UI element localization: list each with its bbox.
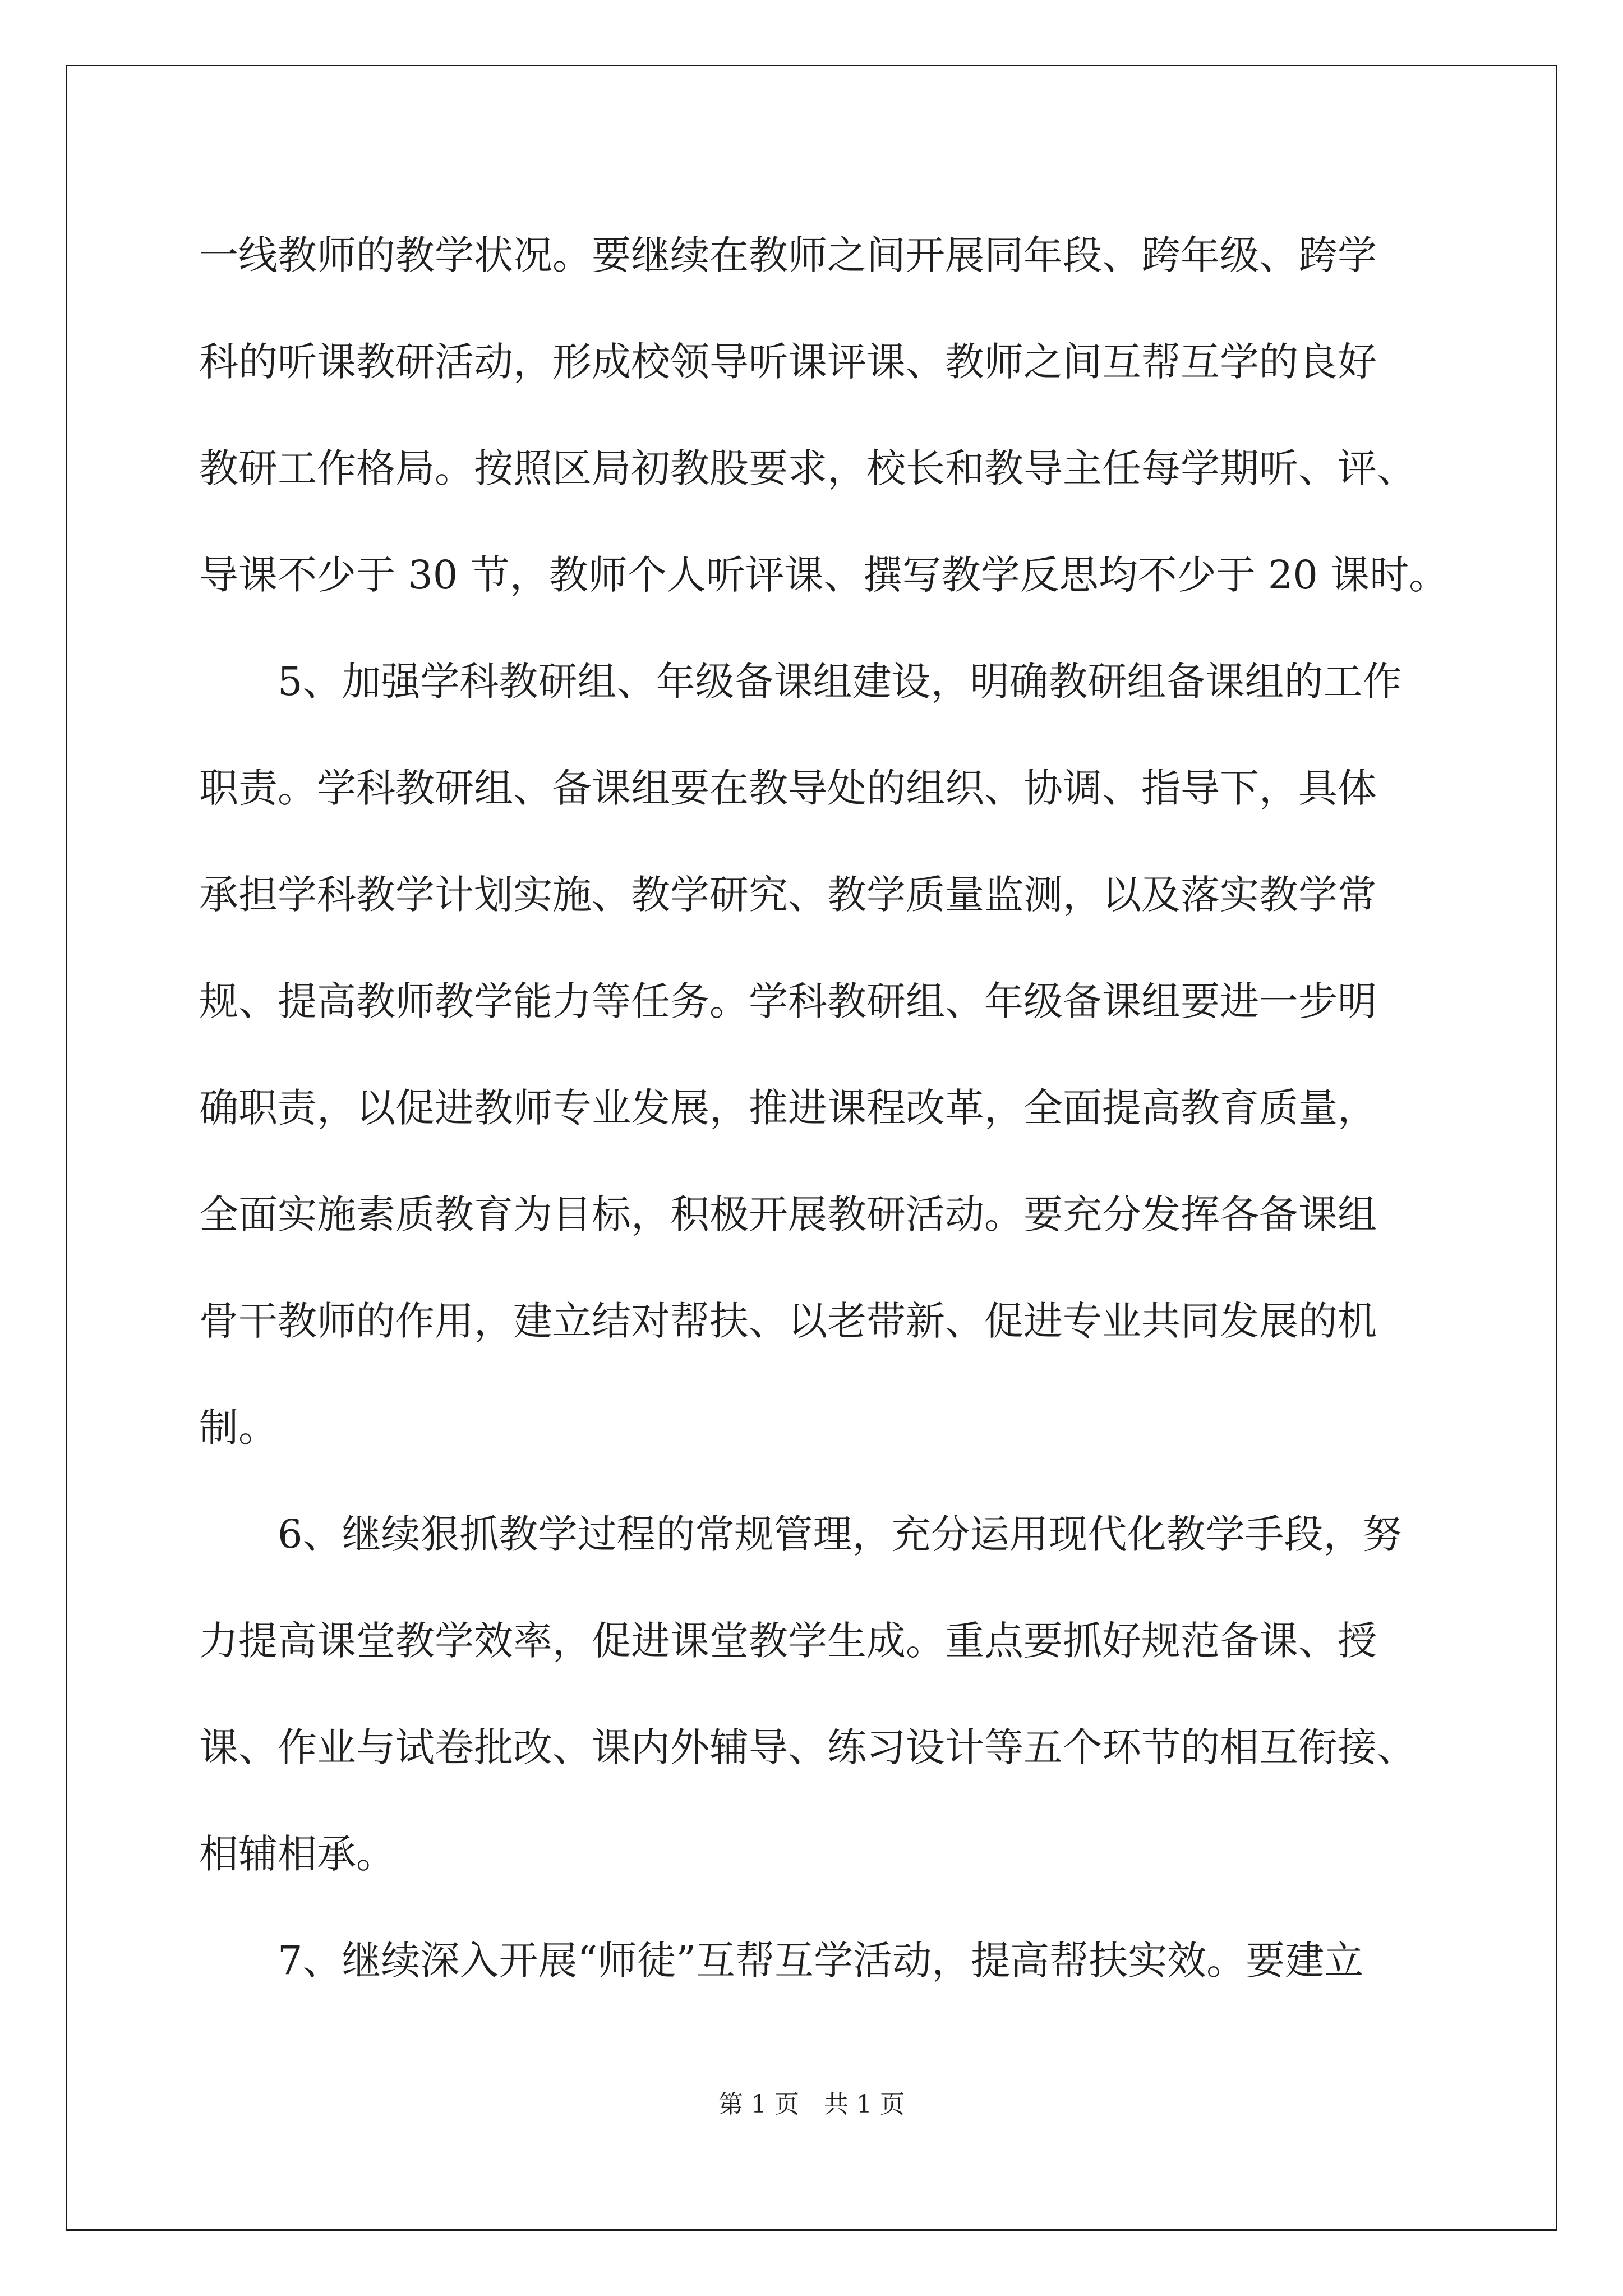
text-line: 骨干教师的作用，建立结对帮扶、以老带新、促进专业共同发展的机 (199, 1298, 1377, 1344)
text-line: 6、继续狠抓教学过程的常规管理，充分运用现代化教学手段，努 (278, 1511, 1402, 1557)
text-line: 力提高课堂教学效率，促进课堂教学生成。重点要抓好规范备课、授 (199, 1618, 1377, 1664)
text-line: 规、提高教师教学能力等任务。学科教研组、年级备课组要进一步明 (199, 978, 1377, 1024)
text-line: 制。 (199, 1405, 278, 1451)
text-line: 确职责，以促进教师专业发展，推进课程改革，全面提高教育质量， (199, 1085, 1377, 1131)
text-line: 全面实施素质教育为目标，积极开展教研活动。要充分发挥各备课组 (199, 1191, 1377, 1237)
page-footer: 第 1 页 共 1 页 (718, 2090, 905, 2119)
text-line: 科的听课教研活动，形成校领导听课评课、教师之间互帮互学的良好 (199, 339, 1377, 385)
text-line: 职责。学科教研组、备课组要在教导处的组织、协调、指导下，具体 (199, 765, 1377, 811)
text-line: 7、继续深入开展“师徒”互帮互学活动，提高帮扶实效。要建立 (278, 1938, 1364, 1984)
text-line: 相辅相承。 (199, 1831, 395, 1877)
text-line: 课、作业与试卷批改、课内外辅导、练习设计等五个环节的相互衔接、 (199, 1724, 1416, 1770)
text-line: 一线教师的教学状况。要继续在教师之间开展同年段、跨年级、跨学 (199, 232, 1377, 278)
text-line: 承担学科教学计划实施、教学研究、教学质量监测，以及落实教学常 (199, 872, 1377, 918)
text-line: 教研工作格局。按照区局初教股要求，校长和教导主任每学期听、评、 (199, 445, 1416, 491)
text-line: 导课不少于 30 节，教师个人听评课、撰写教学反思均不少于 20 课时。 (199, 552, 1449, 598)
document-body (199, 202, 1472, 2014)
text-line: 5、加强学科教研组、年级备课组建设，明确教研组备课组的工作 (278, 659, 1402, 705)
